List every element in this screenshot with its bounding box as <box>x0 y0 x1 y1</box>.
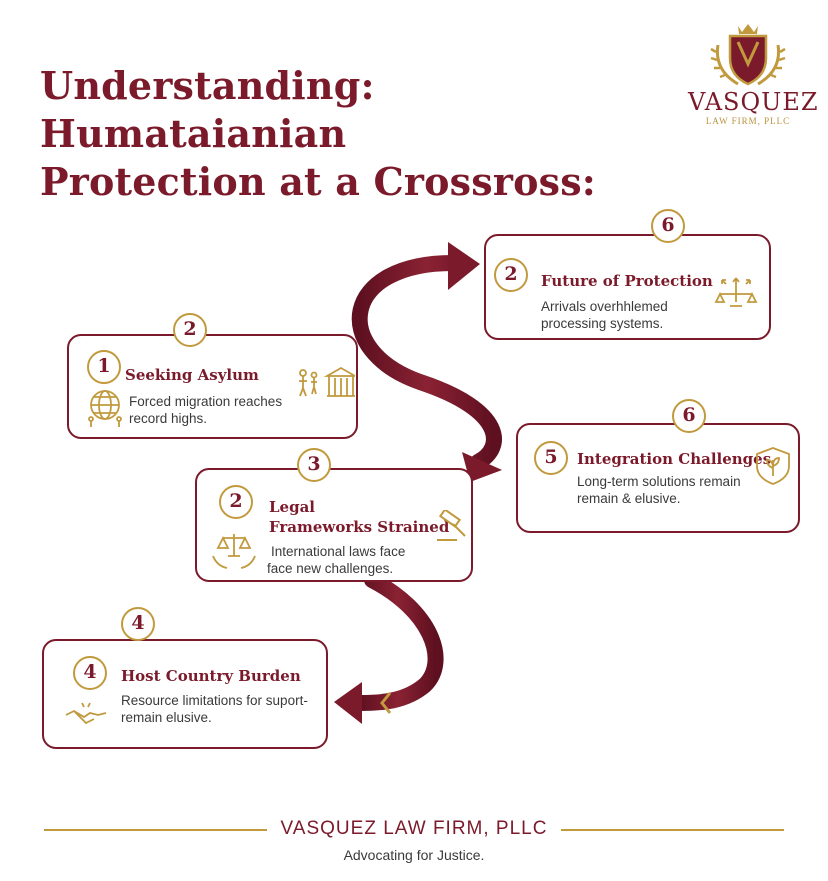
shield-plant-icon <box>755 446 791 491</box>
card-description <box>541 298 668 332</box>
card-description-line-1: Arrivals overhhlemed <box>541 299 668 314</box>
footer-firm-name-text: VASQUEZ LAW FIRM, PLLC <box>267 818 562 839</box>
card-number: 5 <box>534 441 568 475</box>
card-number: 4 <box>73 656 107 690</box>
card-description <box>577 473 741 507</box>
card-description-line-2: face new challenges. <box>267 561 394 576</box>
card-host-country-burden <box>42 639 328 749</box>
step-badge: 4 <box>121 607 155 641</box>
card-description <box>129 393 282 427</box>
gavel-icon <box>435 510 471 549</box>
card-seeking-asylum <box>67 334 358 439</box>
card-description-line-2: record highs. <box>129 411 208 426</box>
handshake-icon <box>64 699 108 734</box>
card-description-line-1: Long-term solutions remain <box>577 474 741 489</box>
footer-tagline: Advocating for Justice. <box>343 847 485 863</box>
card-number: 1 <box>87 350 121 384</box>
card-description <box>267 543 405 577</box>
title-line-1: Understanding: Humataianian <box>40 63 375 156</box>
step-badge: 2 <box>173 313 207 347</box>
card-number: 2 <box>219 485 253 519</box>
arrow-to-future <box>360 263 494 462</box>
step-badge: 3 <box>297 448 331 482</box>
card-description-line-2: remain elusive. <box>121 710 212 725</box>
card-description-line-1: International laws face <box>271 544 406 559</box>
card-title: Future of Protection <box>541 272 713 290</box>
arrow-to-host <box>360 580 436 703</box>
arrow-head-future <box>448 242 480 290</box>
card-future-of-protection <box>484 234 771 340</box>
footer-firm-name <box>0 818 828 840</box>
card-description-line-1: Forced migration reaches <box>129 394 283 409</box>
globe-people-icon <box>85 389 125 434</box>
card-title <box>269 497 449 537</box>
title-line-2: Protection at a Crossross: <box>40 159 597 204</box>
card-title-line-2: Frameworks Strained <box>269 518 450 536</box>
card-legal-frameworks <box>195 468 473 582</box>
card-integration-challenges <box>516 423 800 533</box>
card-description-line-2: remain & elusive. <box>577 491 681 506</box>
card-title-line-1: Legal <box>269 498 315 516</box>
step-badge: 6 <box>672 399 706 433</box>
step-badge: 6 <box>651 209 685 243</box>
card-title: Integration Challenges <box>577 450 772 468</box>
arrows-scales-icon <box>714 270 758 315</box>
family-building-icon <box>297 366 355 403</box>
scales-hands-icon <box>211 530 257 575</box>
card-title: Seeking Asylum <box>125 366 259 384</box>
card-title: Host Country Burden <box>121 667 301 685</box>
card-description-line-1: Resource limitations for suport- <box>121 693 308 708</box>
logo-name: VASQUEZ <box>688 88 819 116</box>
card-description-line-2: processing systems. <box>541 316 664 331</box>
logo-subtitle: LAW FIRM, PLLC <box>705 116 791 126</box>
arrow-head-host <box>334 682 362 724</box>
card-number: 2 <box>494 258 528 292</box>
card-description <box>121 692 308 726</box>
